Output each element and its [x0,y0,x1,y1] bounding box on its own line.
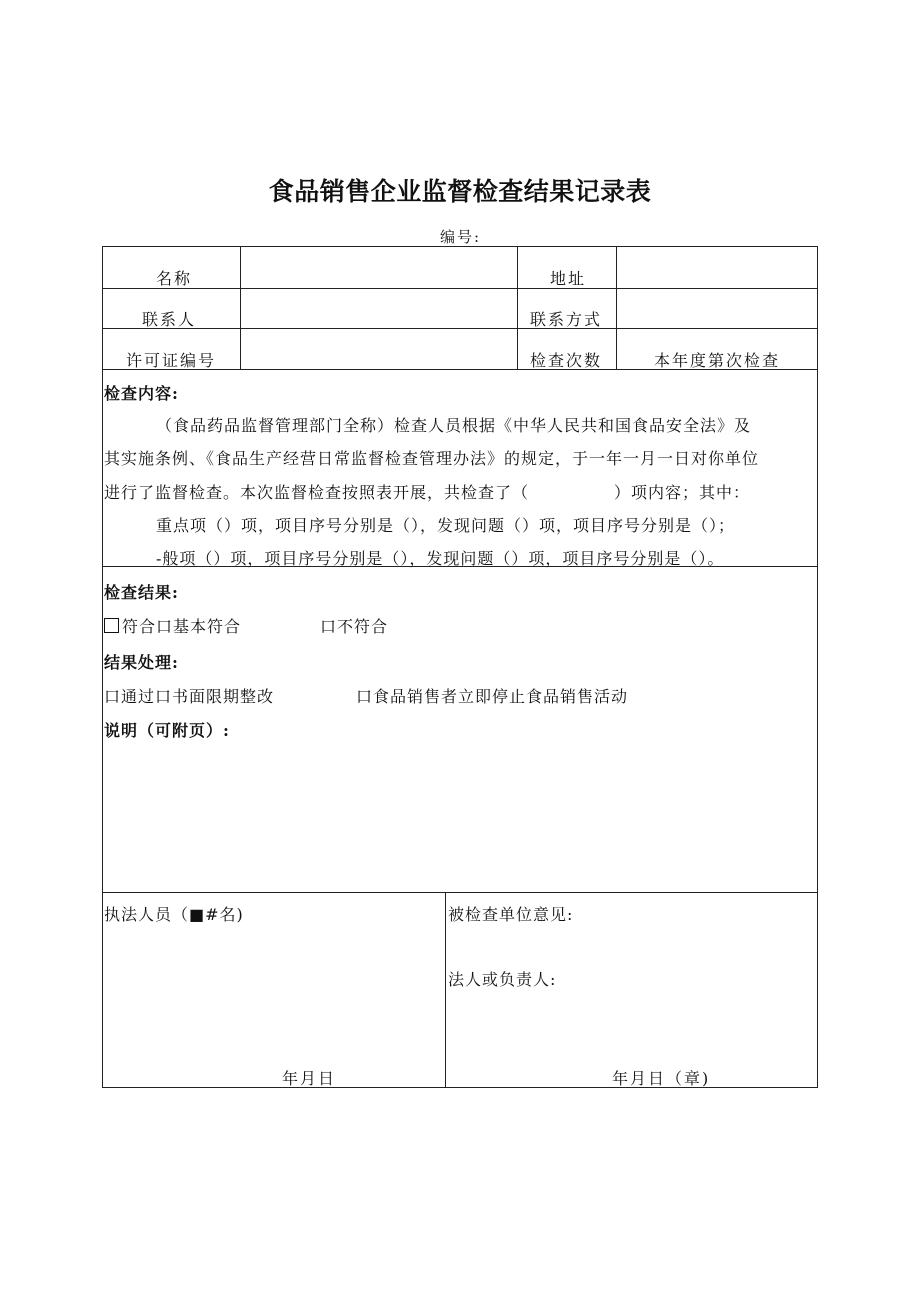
handling-option-pass[interactable]: 口通过口书面限期整改 [104,687,275,706]
note-label [104,718,816,741]
unit-opinion-label: 被检查单位意见: [448,905,574,924]
result-heading: 检查结果: [104,583,179,602]
license-number-label: 许可证编号 [126,351,217,370]
legal-person-label: 法人或负责人: [448,970,557,989]
column-divider [240,246,241,369]
content-line: 重点项（）项，项目序号分别是（），发现问题（）项，项目序号分别是（）； [156,516,736,535]
serial-number-label: 编号: [440,228,482,246]
name-label: 名称 [156,269,193,288]
column-divider [616,246,617,369]
content-line: 进行了监督检查。本次监督检查按照表开展，共检查了（ ）项内容；其中： [104,483,751,502]
handling-heading: 结果处理: [104,653,179,672]
inspection-count-label: 检查次数 [530,351,603,370]
row-divider [102,892,818,893]
content-line: 其实施条例、《食品生产经营日常监督检查管理办法》的规定，于一年一月一日对你单位 [104,449,760,468]
content-line: （食品药品监督管理部门全称）检查人员根据《中华人民共和国食品安全法》及 [156,416,752,435]
row-divider [102,328,818,329]
result-option-label: 符合口基本符合 [122,617,242,636]
officer-date: 年月日 [282,1069,337,1088]
column-divider [445,892,446,1088]
inspection-count-value: 本年度第次检查 [654,351,781,370]
checkbox-icon[interactable] [104,618,119,633]
row-divider [102,288,818,289]
contact-person-label: 联系人 [142,310,197,329]
address-label: 地址 [550,269,587,288]
column-divider [517,246,518,369]
officer-signature-label: 执法人员（■#名) [104,905,244,924]
note-text: 说明（可附页）: [104,721,230,740]
unit-date-seal: 年月日（章) [612,1069,711,1088]
handling-option-stop[interactable]: 口食品销售者立即停止食品销售活动 [356,687,629,706]
result-option-nonconform[interactable]: 口不符合 [320,617,389,636]
contact-method-label: 联系方式 [530,310,603,329]
content-heading: 检查内容: [104,384,179,403]
document-title: 食品销售企业监督检查结果记录表 [268,177,652,206]
content-line: -般项（）项，项目序号分别是（），发现问题（）项，项目序号分别是（）。 [156,549,725,568]
